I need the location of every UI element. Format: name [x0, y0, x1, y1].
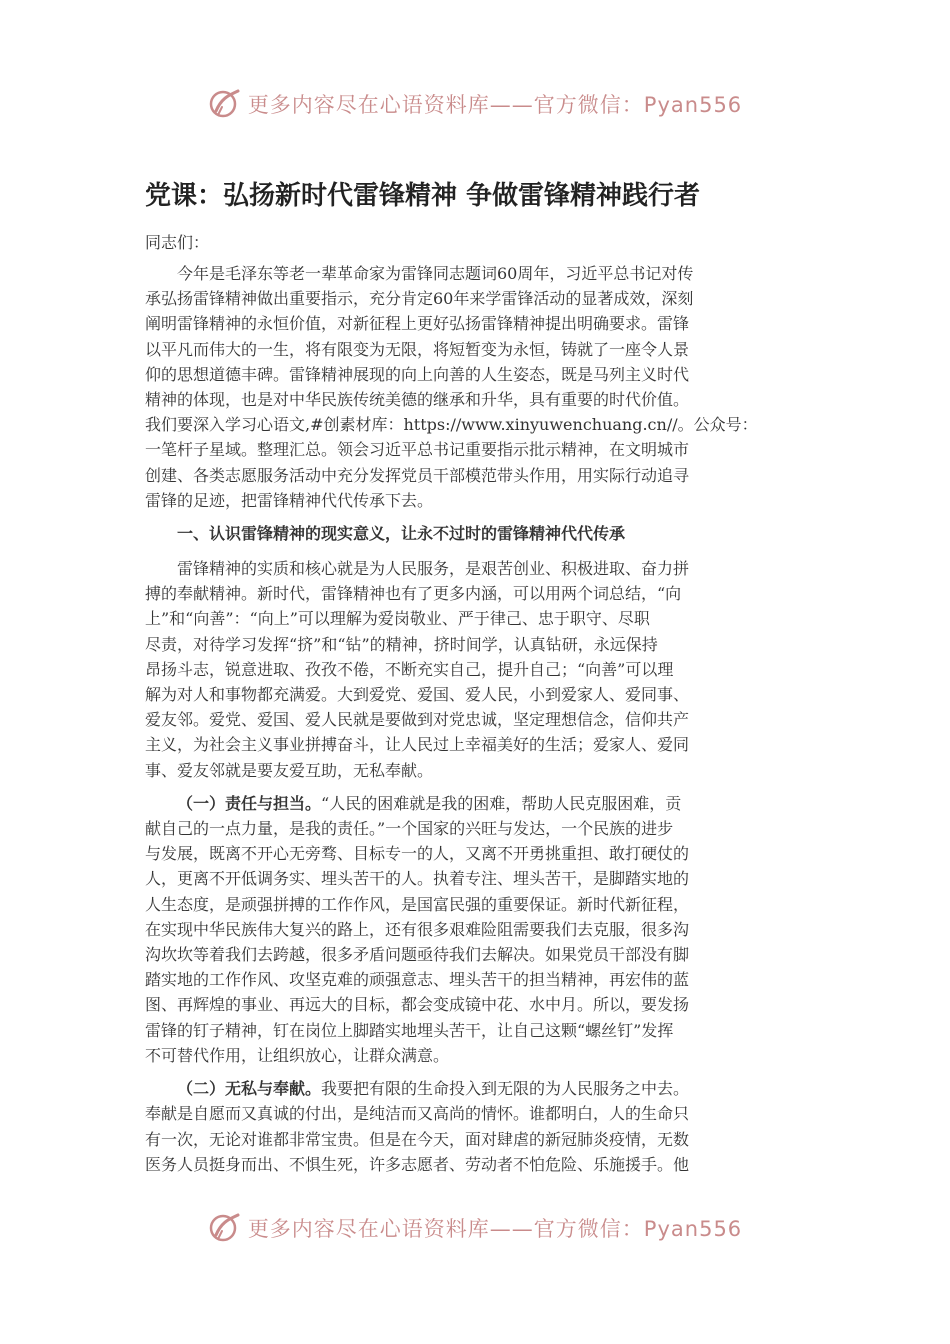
section-paragraph: 雷锋精神的实质和核心就是为人民服务，是艰苦创业、积极进取、奋力拼 搏的奉献精神。新时代，雷锋精神也有了更多内涵，可以用两个词总结，“向 上”和“向善”：“向上”可以理解为爱岗敬业、严于律己、忠于职守、尽职 尽责，对待学习发挥“挤”和“钻”的精神，挤时间学，认真钻研，永远保持 昂扬斗志，锐意进取、孜孜不倦，不断充实自己，提升自己；“向善”可以理 解为对人和事物都充满爱。大到爱党、爱国、爱人民，小到爱家人、爱同事、 爱友邻。爱党、爱国、爱人民就是要做到对党忠诚，坚定理想信念，信仰共产 主义，为社会主义事业拼搏奋斗，让人民过上幸福美好的生活；爱家人、爱同 事、爱友邻就是要友爱互助，无私奉献。 [145, 559, 690, 780]
watermark-footer [0, 1208, 950, 1248]
watermark-text: 更多内容尽在心语资料库——官方微信：Pyan556 [247, 93, 743, 117]
subsection-text: 我要把有限的生命投入到无限的为人民服务之中去。 奉献是自愿而又真诚的付出，是纯洁而又高尚的情怀。谁都明白，人的生命只 有一次，无论对谁都非常宝贵。但是在今天，面对肆虐的新冠肺炎疫情，无数 医务人员挺身而出、不惧生死，许多志愿者、劳动者不怕危险、乐施援手。他 [145, 1079, 690, 1174]
subsection-dedication [145, 1076, 805, 1177]
document-body [145, 176, 805, 1185]
intro-paragraph: 今年是毛泽东等老一辈革命家为雷锋同志题词60周年，习近平总书记对传 承弘扬雷锋精神做出重要指示，充分肯定60年来学雷锋活动的显著成效，深刻 阐明雷锋精神的永恒价值，对新征程上更好弘扬雷锋精神提出明确要求。雷锋 以平凡而伟大的一生，将有限变为无限，将短暂变为永恒，铸就了一座令人景 仰的思想道德丰碑。雷锋精神展现的向上向善的人生姿态，既是马列主义时代 精神的体现，也是对中华民族传统美德的继承和升华，具有重要的时代价值。 我们要深入学习心语文,#创素材库：https://www.xinyuwenchuang.cn//。公众号： 一笔杆子星域。整理汇总。领会习近平总书记重要指示批示精神，在文明城市 创建、各类志愿服务活动中充分发挥党员干部模范带头作用，用实际行动追寻 雷锋的足迹，把雷锋精神代代传承下去。 [145, 264, 758, 510]
pen-swirl-icon [208, 1211, 242, 1245]
page-title: 党课：弘扬新时代雷锋精神 争做雷锋精神践行者 [145, 181, 701, 211]
subsection-lead: （二）无私与奉献。 [177, 1079, 322, 1099]
watermark-header [0, 84, 950, 124]
pen-swirl-icon [208, 87, 242, 121]
watermark-text: 更多内容尽在心语资料库——官方微信：Pyan556 [247, 1217, 743, 1241]
section-heading: 一、认识雷锋精神的现实意义，让永不过时的雷锋精神代代传承 [177, 524, 626, 544]
subsection-responsibility [145, 791, 805, 1068]
greeting: 同志们： [145, 233, 210, 252]
subsection-lead: （一）责任与担当。 [177, 793, 322, 813]
subsection-text: “人民的困难就是我的困难，帮助人民克服困难，贡 献自己的一点力量，是我的责任。”一个国家的兴旺与发达，一个民族的进步 与发展，既离不开心无旁骛、目标专一的人，又离不开勇挑重担、敢打硬仗的 人，更离不开低调务实、埋头苦干的人。执着专注、埋头苦干，是脚踏实地的 人生态度，是顽强拼搏的工作作风，是国富民强的重要保证。新时代新征程， 在实现中华民族伟大复兴的路上，还有很多艰难险阻需要我们去克服，很多沟 沟坎坎等着我们去跨越，很多矛盾问题亟待我们去解决。如果党员干部没有脚 踏实地的工作作风、攻坚克难的顽强意志、埋头苦干的担当精神，再宏伟的蓝 图、再辉煌的事业、再远大的目标，都会变成镜中花、水中月。所以，要发扬 雷锋的钉子精神，钉在岗位上脚踏实地埋头苦干，让自己这颗“螺丝钉”发挥 不可替代作用，让组织放心，让群众满意。 [145, 793, 690, 1065]
